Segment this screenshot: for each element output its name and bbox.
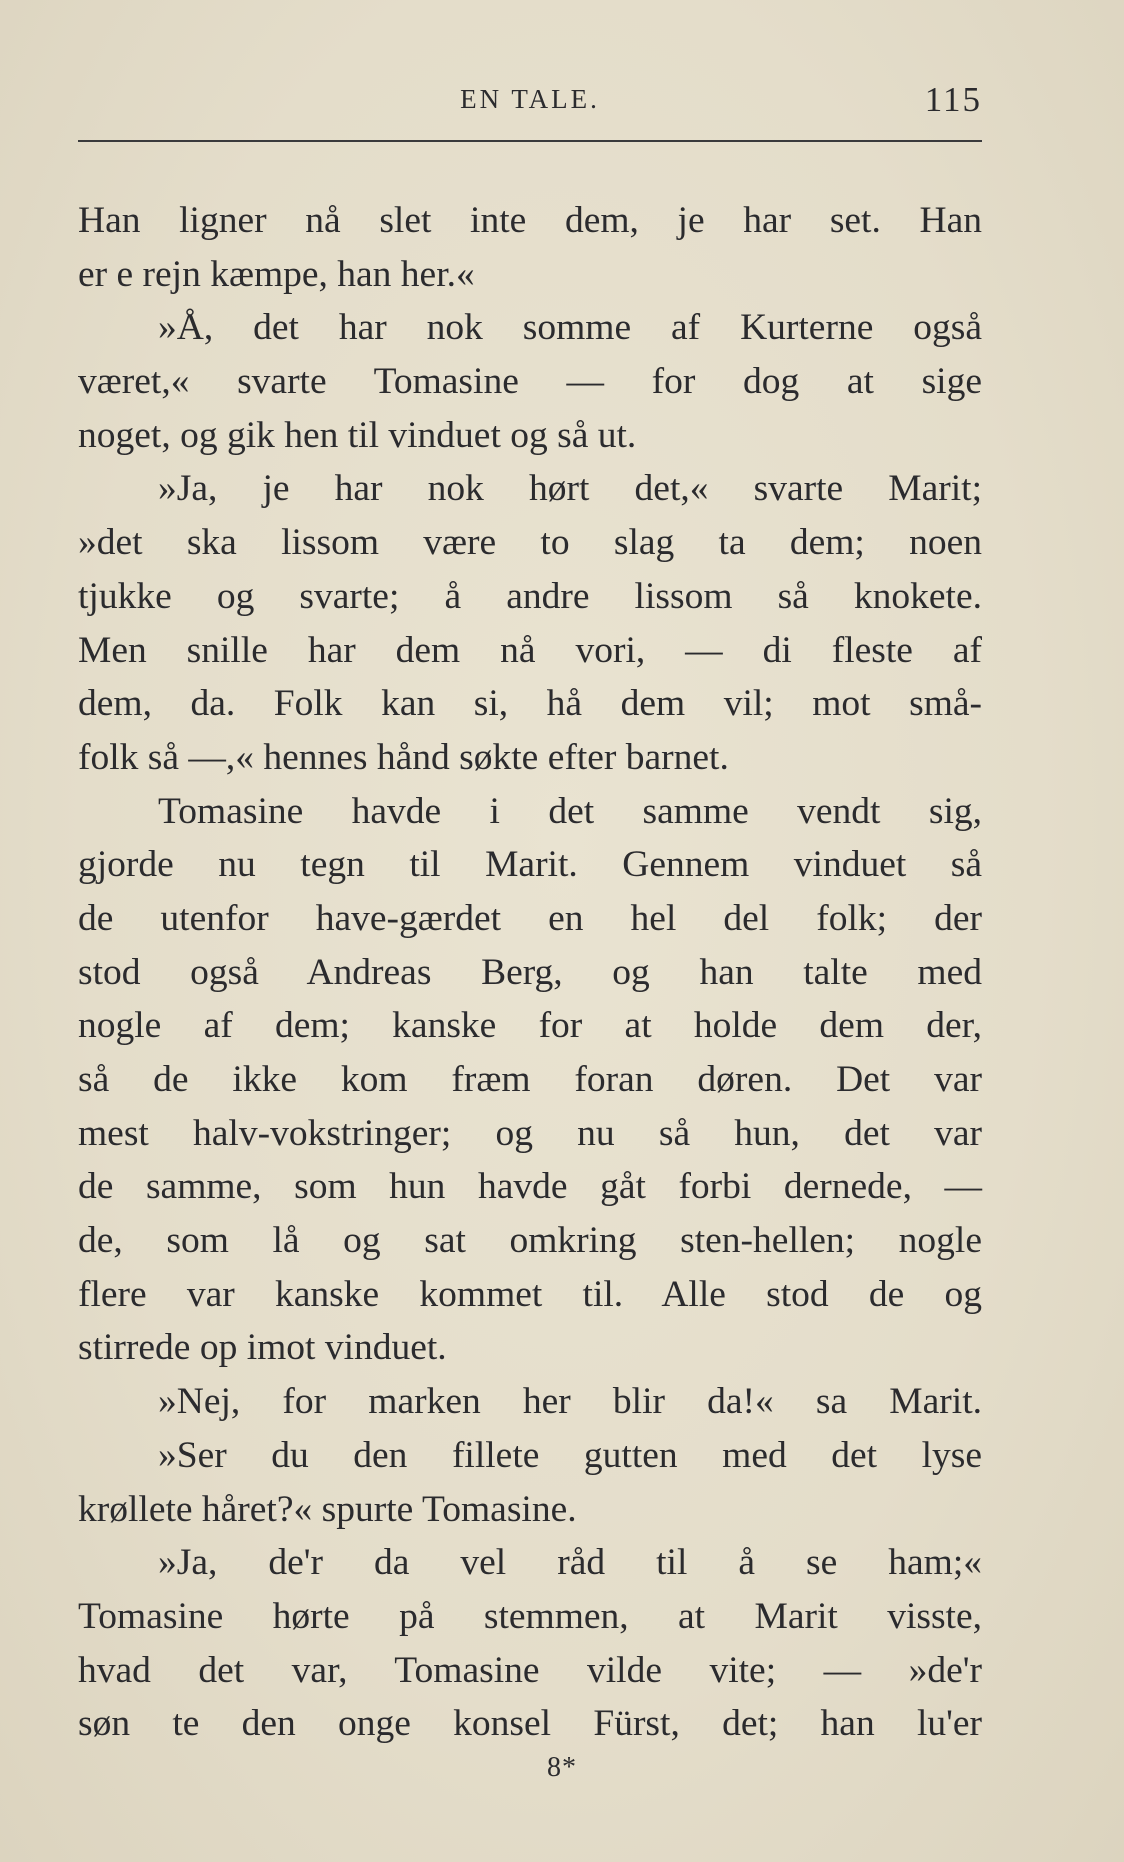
text-line: »Å, det har nok somme af Kurterne også xyxy=(158,307,982,349)
text-line: er e rejn kæmpe, han her.« xyxy=(78,253,475,295)
text-line: så de ikke kom fræm foran døren. Det var xyxy=(78,1059,982,1100)
header-rule xyxy=(78,140,982,142)
text-line: mest halv-vokstringer; og nu så hun, det var xyxy=(78,1112,982,1154)
text-line: »Ja, de'r da vel råd til å se ham;« xyxy=(158,1542,982,1584)
text-line: de utenfor have-gærdet en hel del folk; der xyxy=(78,897,982,939)
text-line: de samme, som hun havde gåt forbi dernede, — xyxy=(78,1166,982,1208)
text-line: »Nej, for marken her blir da!« sa Marit. xyxy=(158,1381,982,1423)
running-title: EN TALE. xyxy=(460,84,600,114)
body-text xyxy=(78,194,982,1751)
text-line: Tomasine hørte på stemmen, at Marit visste, xyxy=(78,1595,982,1637)
text-line: noget, og gik hen til vinduet og så ut. xyxy=(78,414,637,456)
signature-mark: 8* xyxy=(547,1752,577,1783)
text-line: »Ja, je har nok hørt det,« svarte Marit; xyxy=(158,468,982,510)
text-line: gjorde nu tegn til Marit. Gennem vinduet så xyxy=(78,844,982,886)
text-line: »det ska lissom være to slag ta dem; noen xyxy=(78,522,982,564)
text-line: stod også Andreas Berg, og han talte med xyxy=(78,951,982,993)
text-line: Men snille har dem nå vori, — di fleste af xyxy=(78,629,982,671)
page-number: 115 xyxy=(924,80,982,119)
text-line: tjukke og svarte; å andre lissom så knokete. xyxy=(78,575,982,617)
text-line: krøllete håret?« spurte Tomasine. xyxy=(78,1488,577,1530)
text-line: søn te den onge konsel Fürst, det; han lu'er xyxy=(78,1703,982,1745)
text-line: flere var kanske kommet til. Alle stod de og xyxy=(78,1273,982,1315)
text-line: folk så —,« hennes hånd søkte efter barnet. xyxy=(78,736,729,778)
text-line: hvad det var, Tomasine vilde vite; — »de'r xyxy=(78,1649,982,1691)
text-line: »Ser du den fillete gutten med det lyse xyxy=(158,1434,982,1476)
text-line: nogle af dem; kanske for at holde dem der, xyxy=(78,1005,982,1047)
text-line: Han ligner nå slet inte dem, je har set. Han xyxy=(78,200,982,241)
text-line: de, som lå og sat omkring sten-hellen; nogle xyxy=(78,1220,982,1262)
text-line: dem, da. Folk kan si, hå dem vil; mot små- xyxy=(78,683,982,725)
text-line: Tomasine havde i det samme vendt sig, xyxy=(158,790,982,832)
running-head xyxy=(78,80,982,128)
text-line: stirrede op imot vinduet. xyxy=(78,1327,447,1369)
text-line: været,« svarte Tomasine — for dog at sige xyxy=(78,361,982,403)
